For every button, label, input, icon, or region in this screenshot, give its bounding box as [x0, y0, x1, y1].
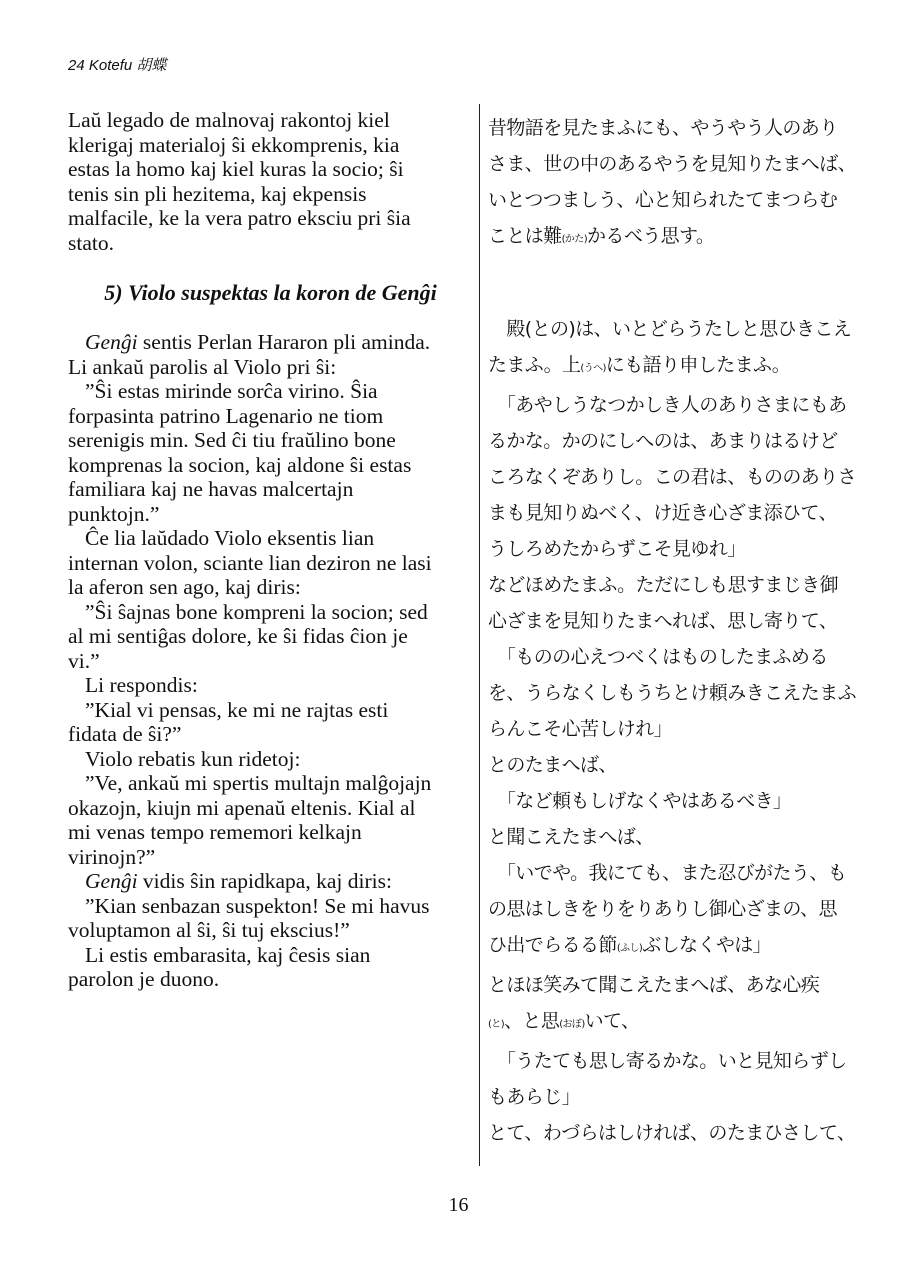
text-segment: klerigaj materialoj ŝi ekkomprenis, kia [68, 132, 400, 157]
text-segment: いとつつましう、心と知られたてまつらむ [488, 189, 838, 211]
text-segment: komprenas la socion, kaj aldone ŝi estas [68, 452, 412, 477]
text-segment: familiara kaj ne havas malcertajn [68, 477, 354, 501]
column-divider [479, 104, 480, 1166]
text-segment: 「うたても思し寄るかな。いと見知らずし [488, 1050, 847, 1072]
text-segment: Genĝi [85, 330, 138, 354]
furigana: (おぼ) [559, 1019, 585, 1030]
text-segment: ころなくぞありし。この君は、もののありさ [488, 466, 857, 488]
text-line [68, 796, 473, 821]
text-line [68, 526, 473, 551]
text-line [68, 355, 473, 380]
text-line [68, 575, 473, 600]
text-segment: Li estis embarasita, kaj ĉesis sian [85, 942, 371, 967]
text-segment: 「など頼もしげなくやはあるべき」 [488, 790, 792, 812]
text-segment: la aferon sen ago, kaj diris: [68, 575, 301, 599]
text-segment: の思はしきをりをりありし御心ざまの、思 [488, 898, 837, 920]
text-segment: とのたまへば、 [488, 754, 617, 776]
text-segment: ”Ŝi ŝajnas bone kompreni la socion; sed [85, 599, 428, 624]
japanese-body [488, 311, 868, 1151]
text-segment: もあらじ」 [488, 1086, 581, 1108]
text-segment: stato. [68, 230, 114, 255]
text-line [68, 453, 473, 478]
furigana: (ふし) [616, 943, 643, 954]
esperanto-paragraph-1 [68, 108, 473, 255]
text-segment: Genĝi [85, 869, 138, 893]
text-line [488, 347, 868, 387]
text-line [68, 894, 473, 919]
text-segment: まも見知りぬべく、け近き心ざま添ひて、 [488, 502, 837, 524]
text-segment: estas la homo kaj kiel kuras la socio; ŝi [68, 157, 404, 181]
text-segment: parolon je duono. [68, 967, 220, 991]
text-line [488, 146, 868, 182]
text-segment: serenigis min. Sed ĉi tiu fraŭlino bone [68, 428, 396, 452]
text-line [68, 943, 473, 968]
text-line [68, 551, 473, 576]
text-line [68, 600, 473, 625]
text-segment: かるべう思す。 [587, 225, 715, 247]
text-line [488, 423, 868, 459]
text-line [68, 845, 473, 870]
text-line [68, 673, 473, 698]
text-line [488, 218, 868, 258]
furigana: (かた) [561, 234, 588, 245]
text-segment: al mi sentiĝas dolore, ke ŝi fidas ĉion je [68, 624, 408, 648]
text-line [68, 157, 473, 182]
text-segment: sentis Perlan Hararon pli aminda. [137, 330, 431, 354]
text-line [488, 603, 868, 639]
text-line [68, 133, 473, 158]
text-line [68, 206, 473, 231]
text-segment: internan volon, sciante lian deziron ne lasi [68, 550, 432, 575]
text-segment: などほめたまふ。ただにしも思すまじき御 [488, 574, 838, 596]
furigana: (と) [488, 1019, 505, 1030]
text-segment: okazojn, kiujn mi apenaŭ eltenis. Kial al [68, 795, 416, 820]
text-segment: punktojn.” [68, 501, 160, 526]
text-line [488, 639, 868, 675]
text-line [488, 891, 868, 927]
text-line [488, 1079, 868, 1115]
text-segment: forpasinta patrino Lagenario ne tiom [68, 403, 384, 428]
text-line [68, 477, 473, 502]
text-segment: tenis sin pli hezitema, kaj ekpensis [68, 181, 367, 206]
text-line [488, 747, 868, 783]
text-segment: ”Ŝi estas mirinde sorĉa virino. Ŝia [85, 379, 378, 403]
esperanto-body [68, 330, 473, 992]
text-segment: vidis ŝin rapidkapa, kaj diris: [137, 869, 392, 893]
text-line [488, 1043, 868, 1079]
text-line [488, 675, 868, 711]
text-segment: ひ出でらるる節 [488, 934, 617, 956]
text-line [68, 624, 473, 649]
furigana: (うへ) [580, 363, 606, 374]
text-segment: ”Ve, ankaŭ mi spertis multajn malĝojajn [85, 771, 432, 795]
text-segment: Li ankaŭ parolis al Violo pri ŝi: [68, 354, 337, 379]
text-segment: うしろめたからずこそ見ゆれ」 [488, 538, 746, 560]
text-segment: を、うらなくしもうちとけ頼みきこえたまふ [488, 682, 857, 704]
text-segment: mi venas tempo rememori kelkajn [68, 820, 362, 844]
text-segment: 、と思 [504, 1010, 560, 1032]
text-segment: malfacile, ke la vera patro eksciu pri ŝia [68, 206, 411, 230]
running-header: 24 Kotefu 胡蝶 [68, 57, 167, 74]
text-segment: voluptamon al ŝi, ŝi tuj ekscius!” [68, 918, 350, 942]
text-segment: 昔物語を見たまふにも、やうやう人のあり [488, 117, 838, 139]
text-line [68, 428, 473, 453]
text-segment: にも語り申したまふ。 [605, 354, 791, 376]
text-line [488, 495, 868, 531]
text-line [488, 531, 868, 567]
text-line [68, 869, 473, 894]
page-number: 16 [448, 1194, 469, 1216]
section-heading: 5) Violo suspektas la koron de Genĝi [104, 280, 437, 305]
text-segment: fidata de ŝi?” [68, 722, 182, 746]
text-segment: 心ざまを見知りたまへれば、思し寄りて、 [488, 610, 838, 632]
text-line [488, 459, 868, 495]
text-line [488, 819, 868, 855]
text-line [68, 747, 473, 772]
text-segment: Violo rebatis kun ridetoj: [85, 746, 301, 771]
text-segment: ぶしなくやは」 [642, 934, 772, 956]
text-segment: 「あやしうなつかしき人のありさまにもあ [488, 394, 847, 416]
text-segment: vi.” [68, 648, 100, 673]
text-line [68, 918, 473, 943]
text-line [488, 110, 868, 146]
text-segment: virinojn?” [68, 844, 156, 869]
text-line [68, 771, 473, 796]
text-line [68, 379, 473, 404]
text-segment: ”Kian senbazan suspekton! Se mi havus [85, 893, 430, 918]
text-line [68, 649, 473, 674]
text-line [488, 967, 868, 1003]
text-line [68, 231, 473, 256]
text-segment: とほほ笑みて聞こえたまへば、あな心疾 [488, 974, 820, 996]
text-line [488, 783, 868, 819]
text-segment: ”Kial vi pensas, ke mi ne rajtas esti [85, 697, 389, 722]
text-line [68, 967, 473, 992]
text-line [68, 698, 473, 723]
text-segment: ことは難 [488, 225, 562, 247]
text-line [68, 330, 473, 355]
text-line [488, 711, 868, 747]
text-line [68, 722, 473, 747]
text-segment: Laŭ legado de malnovaj rakontoj kiel [68, 108, 390, 132]
text-segment: たまふ。上 [488, 354, 581, 376]
text-line [488, 567, 868, 603]
text-line [68, 404, 473, 429]
text-segment: いて、 [584, 1010, 640, 1032]
text-segment: らんこそ心苦しけれ」 [488, 718, 673, 740]
text-line [488, 182, 868, 218]
text-line [488, 1003, 868, 1043]
text-segment: 「いでや。我にても、また忍びがたう、も [488, 862, 847, 884]
text-line [488, 387, 868, 423]
text-segment: とて、わづらはしければ、のたまひさして、 [488, 1122, 856, 1144]
text-segment: 殿(との)は、いとどらうたしと思ひきこえ [488, 318, 852, 340]
text-line [68, 108, 473, 133]
text-line [68, 182, 473, 207]
text-segment: さま、世の中のあるやうを見知りたまへば、 [488, 153, 857, 175]
text-segment: Ĉe lia laŭdado Violo eksentis lian [85, 526, 375, 550]
text-segment: るかな。かのにしへのは、あまりはるけど [488, 430, 838, 452]
text-line [488, 1115, 868, 1151]
text-line [488, 311, 868, 347]
text-line [488, 927, 868, 967]
text-line [68, 820, 473, 845]
text-line [68, 502, 473, 527]
text-segment: 「ものの心えつべくはものしたまふめる [488, 646, 828, 668]
text-segment: Li respondis: [85, 673, 198, 697]
japanese-paragraph-1 [488, 110, 868, 258]
text-segment: と聞こえたまへば、 [488, 826, 654, 848]
text-line [488, 855, 868, 891]
